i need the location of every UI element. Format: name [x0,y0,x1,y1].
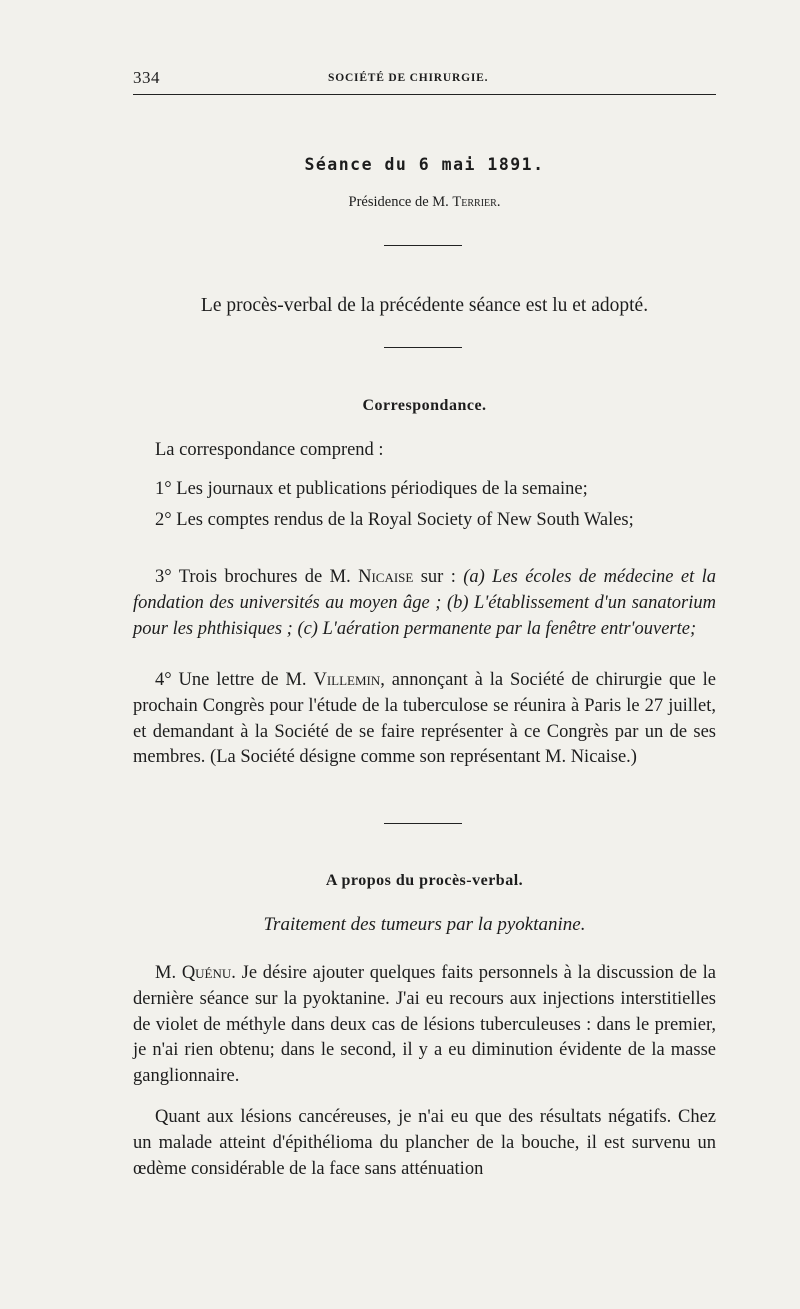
quant-paragraph: Quant aux lésions cancéreuses, je n'ai eu que des résultats négatifs. Chez un malade atteint d'épithélioma du plancher de la bouche, il est survenu un œdème considérable de la face sans atténuation [133,1107,716,1179]
item-3-sur: sur : [413,567,464,587]
page-number: 334 [133,68,160,87]
separator-rule [384,347,462,348]
proces-verbal-line: Le procès-verbal de la précédente séance est lu et adopté. [200,295,649,316]
correspondance-heading: Correspondance. [362,397,487,414]
separator-rule [384,823,462,824]
item-3-name: Nicaise [358,567,414,587]
item-3-text: 3° Trois brochures de M. [155,567,359,587]
presidence-name: Terrier [452,194,497,210]
propos-heading: A propos du procès-verbal. [325,872,524,889]
correspondance-item-3 [133,565,716,642]
seance-title: Séance du 6 mai 1891. [304,155,545,174]
quenu-paragraph [133,961,716,1090]
item-4-rest: , annonçant à la Société de chirurgie que le prochain Congrès pour l'étude de la tuberculose se réunira à Paris le 27 juillet, et demandant à la Société de se faire représenter à ce Congrès par un de ses membres. (La Société désigne comme son représentant M. Nicaise.) [133,670,716,768]
quenu-text: . Je désire ajouter quelques faits personnels à la discussion de la dernière séance sur la pyoktanine. J'ai eu recours aux injections interstitielles de violet de méthyle dans deux cas de lésions tuberculeuses : dans le premier, je n'ai rien obtenu; dans le second, il y a eu diminution évidente de la masse ganglionnaire. [133,963,716,1087]
correspondance-intro: La correspondance comprend : [155,440,384,460]
item-3-titles: (a) Les écoles de médecine et la fondation des universités au moyen âge ; (b) L'établissement d'un sanatorium pour les phthisiques ; (c) L'aération permanente par la fenêtre entr'ouverte; [133,567,716,639]
quenu-prefix: M. [155,963,182,983]
correspondance-item-1: 1° Les journaux et publications périodiques de la semaine; [155,479,588,499]
running-head: SOCIÉTÉ DE CHIRURGIE. [328,72,489,84]
separator-rule [384,245,462,246]
correspondance-item-2: 2° Les comptes rendus de la Royal Society of New South Wales; [155,510,634,530]
page-header [133,64,716,95]
item-4-text: 4° Une lettre de M. [155,670,314,690]
item-4-name: Villemin [313,670,381,690]
presidence-suffix: . [496,194,501,210]
quenu-name: Quénu [181,963,232,983]
presidence-line [133,194,716,211]
presidence-prefix: Présidence de M. [348,194,453,210]
propos-subtitle: Traitement des tumeurs par la pyoktanine. [263,914,586,935]
correspondance-item-4 [133,668,716,771]
